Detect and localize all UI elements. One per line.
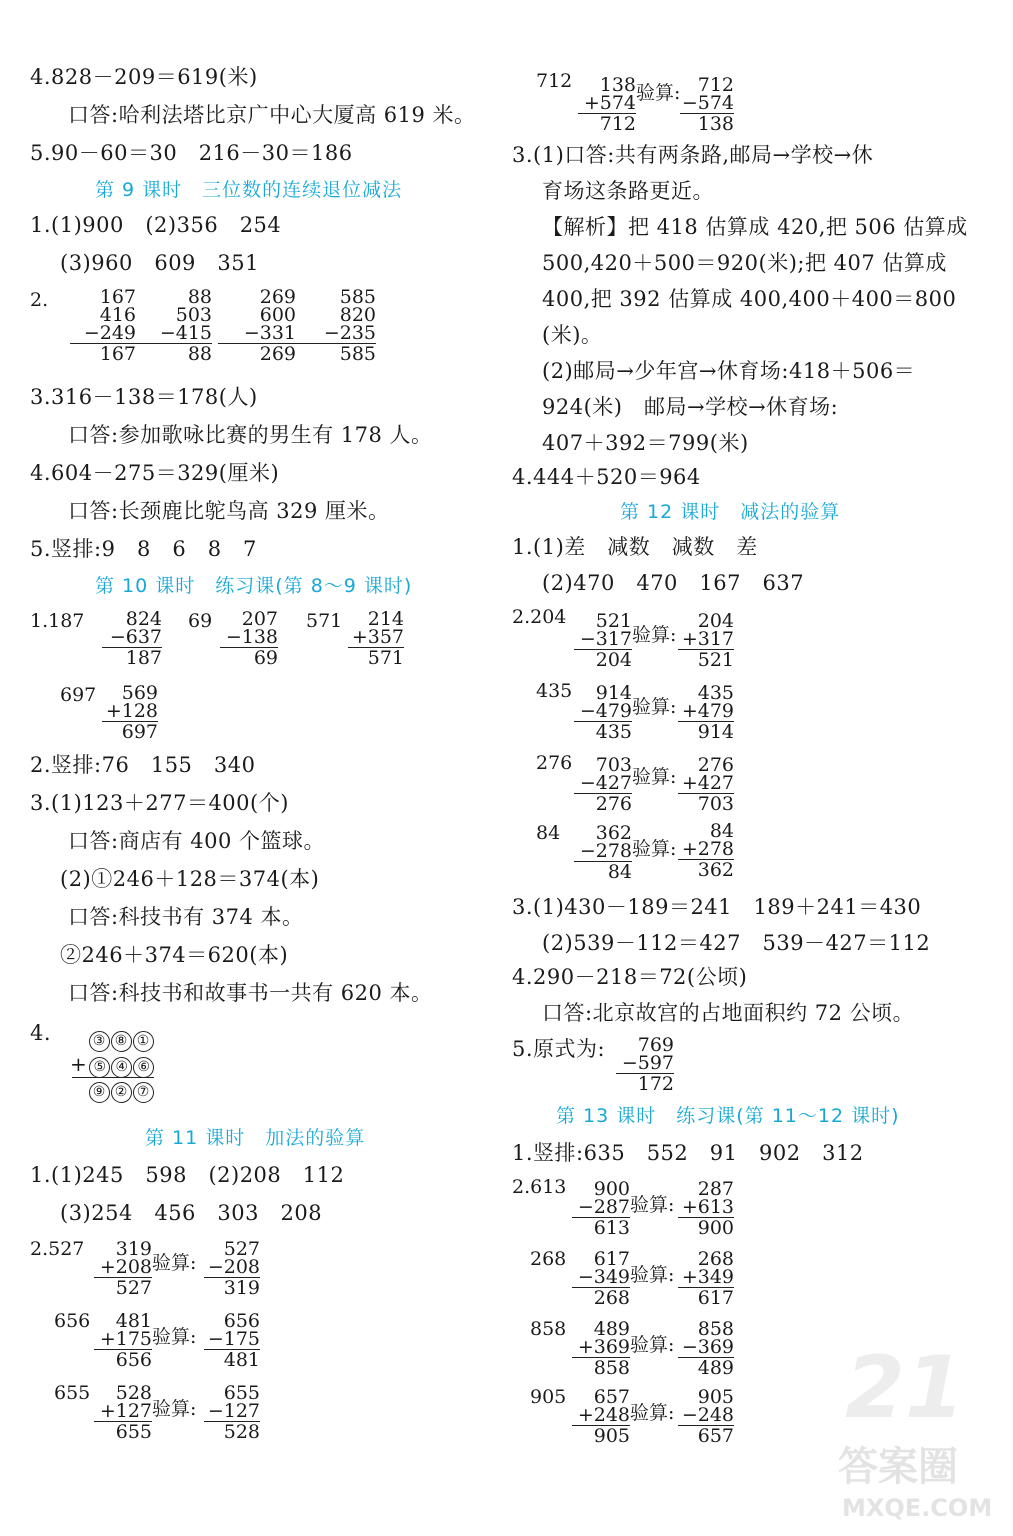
vertical-calc: 914 −479 435 <box>574 684 632 741</box>
text-line: 口答:参加歌咏比赛的男生有 178 人。 <box>68 423 433 447</box>
check-calc: 276 +427 703 <box>678 756 734 813</box>
text-line: 【解析】把 418 估算成 420,把 506 估算成 <box>542 215 968 239</box>
text-line: (3)254 456 303 208 <box>60 1201 323 1225</box>
section-heading: 第 9 课时 三位数的连续退位减法 <box>95 179 403 201</box>
vertical-calc: 138 +574 712 <box>578 76 636 133</box>
vertical-calc: 528 +127 655 <box>94 1384 152 1441</box>
text-line: 5.竖排:9 8 6 8 7 <box>30 537 257 561</box>
text-line: (2)邮局→少年宫→休育场:418＋506＝ <box>542 359 916 383</box>
check-calc: 204 +317 521 <box>678 612 734 669</box>
text-line: 口答:商店有 400 个篮球。 <box>68 829 326 853</box>
sum-line <box>72 1077 154 1078</box>
vertical-calc: 362 −278 84 <box>574 824 632 881</box>
vertical-calc: 167 416 −249 167 <box>70 288 136 363</box>
vertical-calc: 769 −597 172 <box>616 1036 674 1093</box>
check-label: 验算: <box>636 82 681 104</box>
check-calc: 712 −574 138 <box>681 74 734 135</box>
check-calc: 268 +349 617 <box>678 1250 734 1307</box>
answer-label: 2.527 <box>30 1238 85 1260</box>
text-line: 3.(1)口答:共有两条路,邮局→学校→休 <box>512 143 874 167</box>
vertical-calc: 319 +208 527 <box>94 1240 152 1297</box>
answer-label: 656 <box>54 1310 91 1332</box>
answer-label: 268 <box>530 1248 567 1270</box>
answer-label: 858 <box>530 1318 567 1340</box>
vertical-calc: 569 +128 697 <box>102 684 158 741</box>
question-label: 2. <box>30 289 49 311</box>
text-line: 2.竖排:76 155 340 <box>30 753 256 777</box>
text-line: 口答:科技书和故事书一共有 620 本。 <box>68 981 433 1005</box>
check-label: 验算: <box>632 838 677 860</box>
text-line: 924(米) 邮局→学校→休育场: <box>542 395 839 419</box>
vertical-calc: 703 −427 276 <box>574 756 632 813</box>
vertical-calc: 900 −287 613 <box>572 1180 630 1237</box>
check-calc: 656 −175 481 <box>204 1312 260 1369</box>
answer-label: 905 <box>530 1386 567 1408</box>
vertical-calc: 585 820 −235 585 <box>294 288 376 363</box>
question-label: 4. <box>30 1021 52 1045</box>
answer-label: 435 <box>536 680 573 702</box>
check-label: 验算: <box>630 1334 675 1356</box>
text-line: 1.(1)900 (2)356 254 <box>30 213 282 237</box>
vertical-calc: 207 −138 69 <box>220 610 278 667</box>
check-label: 验算: <box>630 1264 675 1286</box>
answer-label: 69 <box>188 610 213 632</box>
check-calc: 84 +278 362 <box>678 822 734 879</box>
vertical-calc: 657 +248 905 <box>572 1388 630 1445</box>
check-calc: 287 +613 900 <box>678 1180 734 1237</box>
check-label: 验算: <box>152 1326 197 1348</box>
text-line: 1.(1)245 598 (2)208 112 <box>30 1163 345 1187</box>
text-line: 口答:长颈鹿比鸵鸟高 329 厘米。 <box>68 499 390 523</box>
vertical-calc: 617 −349 268 <box>572 1250 630 1307</box>
answer-label: 571 <box>306 610 343 632</box>
text-line: 4.444＋520＝964 <box>512 465 701 489</box>
text-line: 5.90－60＝30 216－30＝186 <box>30 141 353 165</box>
text-line: 口答:科技书有 374 本。 <box>68 905 304 929</box>
text-line: 口答:哈利法塔比京广中心大厦高 619 米。 <box>68 103 476 127</box>
section-heading: 第 10 课时 练习课(第 8～9 课时) <box>95 575 413 597</box>
check-label: 验算: <box>152 1398 197 1420</box>
answer-label: 712 <box>536 70 573 92</box>
text-line: ②246＋374＝620(本) <box>60 943 289 967</box>
text-line: 3.(1)430－189＝241 189＋241＝430 <box>512 895 922 919</box>
text-line: (2)470 470 167 637 <box>542 571 805 595</box>
check-label: 验算: <box>632 766 677 788</box>
check-calc: 527 −208 319 <box>204 1240 260 1297</box>
text-line: 4.828－209＝619(米) <box>30 65 258 89</box>
check-label: 验算: <box>630 1194 675 1216</box>
text-line: 400,把 392 估算成 400,400＋400＝800 <box>542 287 957 311</box>
answer-label: 276 <box>536 752 573 774</box>
check-label: 验算: <box>630 1402 675 1424</box>
text-line: 3.(1)123＋277＝400(个) <box>30 791 289 815</box>
check-label: 验算: <box>152 1252 197 1274</box>
vertical-calc: 521 −317 204 <box>574 612 632 669</box>
vertical-calc: 88 503 −415 88 <box>134 288 212 363</box>
page-number: 21 <box>845 1338 965 1438</box>
vertical-calc: 214 +357 571 <box>348 610 404 667</box>
check-label: 验算: <box>632 696 677 718</box>
text-line: (米)。 <box>542 323 603 347</box>
answer-label: 2.613 <box>512 1176 567 1198</box>
text-line: 500,420＋500＝920(米);把 407 估算成 <box>542 251 947 275</box>
check-calc: 858 −369 489 <box>678 1320 734 1377</box>
text-line: 3.316－138＝178(人) <box>30 385 258 409</box>
text-line: 4.290－218＝72(公顷) <box>512 965 748 989</box>
circled-digits-row: + ⑤ ④ ⑥ <box>70 1053 155 1078</box>
vertical-calc: 269 600 −331 269 <box>218 288 296 363</box>
vertical-calc: 481 +175 656 <box>94 1312 152 1369</box>
answer-label: 1.187 <box>30 610 85 632</box>
section-heading: 第 11 课时 加法的验算 <box>145 1127 366 1149</box>
text-line: (2)539－112＝427 539－427＝112 <box>542 931 931 955</box>
text-line: 407＋392＝799(米) <box>542 431 749 455</box>
answer-label: 84 <box>536 822 561 844</box>
text-line: 1.竖排:635 552 91 902 312 <box>512 1141 864 1165</box>
text-line: 1.(1)差 减数 减数 差 <box>512 535 758 559</box>
answer-label: 2.204 <box>512 606 567 628</box>
check-calc: 905 −248 657 <box>678 1388 734 1445</box>
text-line: (2)①246＋128＝374(本) <box>60 867 320 891</box>
section-heading: 第 12 课时 减法的验算 <box>620 501 841 523</box>
check-label: 验算: <box>632 624 677 646</box>
answer-label: 697 <box>60 684 97 706</box>
text-line: 育场这条路更近。 <box>542 179 714 203</box>
circled-digits-row: ⑨ ② ⑦ <box>88 1079 154 1103</box>
vertical-calc: 489 +369 858 <box>572 1320 630 1377</box>
vertical-calc: 824 −637 187 <box>102 610 162 667</box>
text-line: (3)960 609 351 <box>60 251 259 275</box>
answer-label: 655 <box>54 1382 91 1404</box>
text-line: 5.原式为: <box>512 1037 606 1061</box>
check-calc: 655 −127 528 <box>204 1384 260 1441</box>
text-line: 4.604－275＝329(厘米) <box>30 461 280 485</box>
section-heading: 第 13 课时 练习课(第 11～12 课时) <box>556 1105 900 1127</box>
text-line: 口答:北京故宫的占地面积约 72 公顷。 <box>542 1001 915 1025</box>
watermark-logo: 答案圈 <box>838 1444 958 1490</box>
check-calc: 435 +479 914 <box>678 684 734 741</box>
circled-digits-row: ③ ⑧ ① <box>88 1028 154 1052</box>
watermark-url: MXQE.COM <box>842 1494 993 1522</box>
